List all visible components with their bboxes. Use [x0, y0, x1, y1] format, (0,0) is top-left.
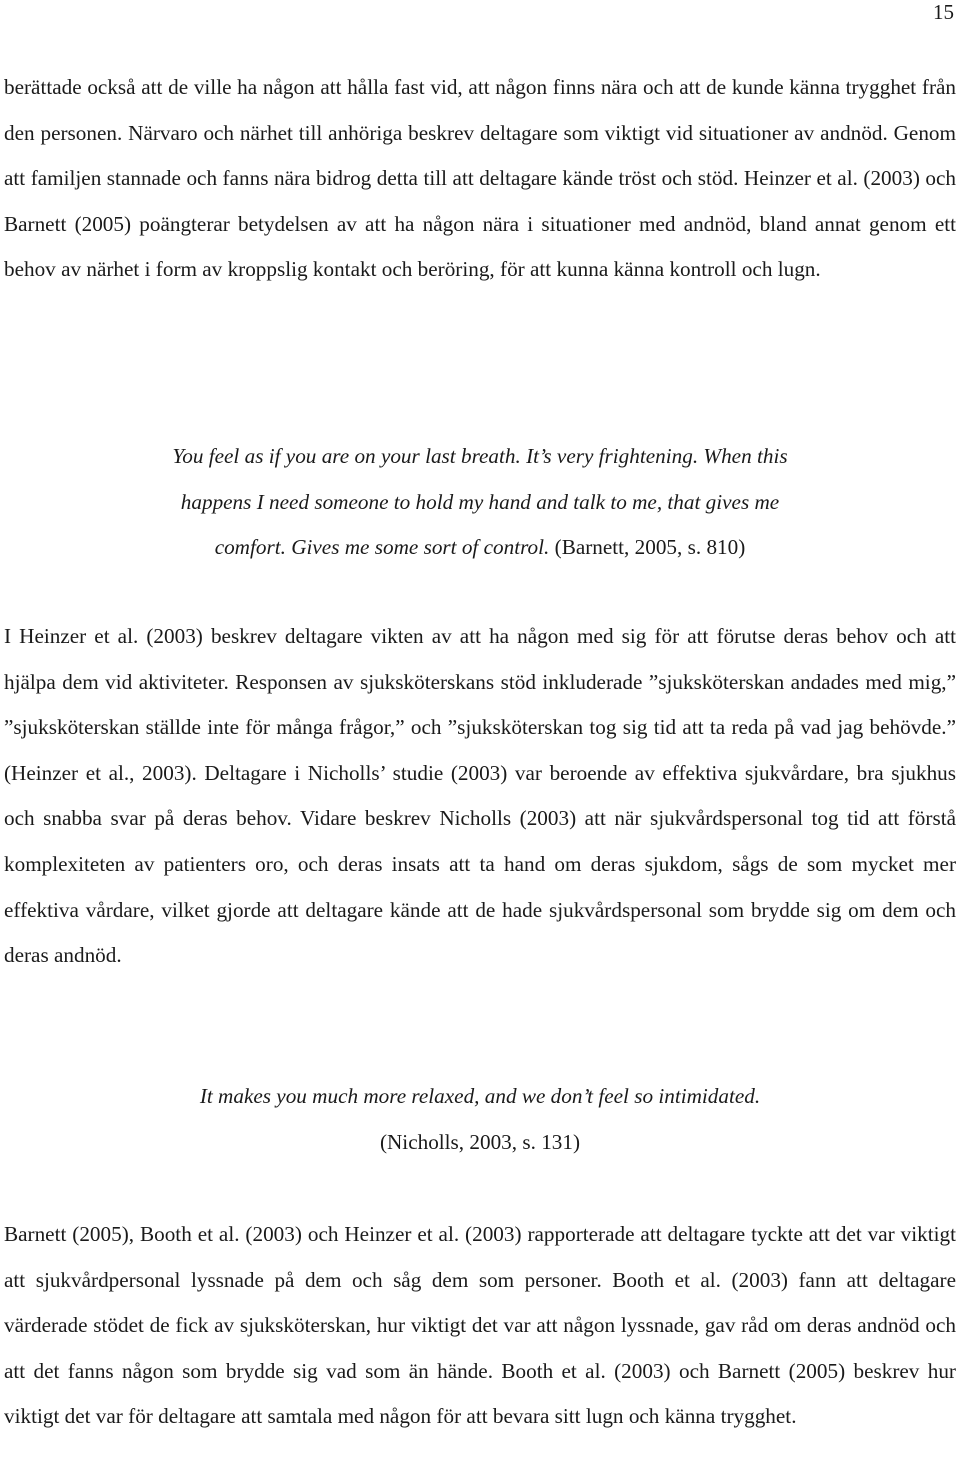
quote-citation: (Nicholls, 2003, s. 131)	[379, 1129, 581, 1154]
quote-line	[60, 1074, 900, 1120]
quote-text: You feel as if you are on your last breath. It’s very frightening. When this	[172, 444, 788, 468]
quote-line	[60, 525, 900, 571]
quote-citation: (Barnett, 2005, s. 810)	[549, 535, 746, 560]
paragraph-3: Barnett (2005), Booth et al. (2003) och Heinzer et al. (2003) rapporterade att deltagare tyckte att det var viktigt att sjukvårdpersonal lyssnade på dem och såg dem som personer. Booth et al. (2003) fann att deltagare värderade stödet de fick av sjuksköterskan, hur viktigt det var att någon lyssnade, gav råd om deras andnöd och att det fanns någon som brydde sig vad som än hände. Booth et al. (2003) och Barnett (2005) beskrev hur viktigt det var för deltagare att samtala med någon för att bevara sitt lugn och känna trygghet.	[4, 1222, 956, 1429]
page-number: 15	[933, 0, 954, 24]
paragraph-2: I Heinzer et al. (2003) beskrev deltagare vikten av att ha någon med sig för att förutse deras behov och att hjälpa dem vid aktiviteter. Responsen av sjuksköterskans stöd inkluderade ”sjuksköterskan andades med mig,” ”sjuksköterskan ställde inte för många frågor,” och ”sjuksköterskan tog sig tid att ta reda på vad jag behövde.” (Heinzer et al., 2003). Deltagare i Nicholls’ studie (2003) var beroende av effektiva sjukvårdare, bra sjukhus och snabba svar på deras behov. Vidare beskrev Nicholls (2003) att när sjukvårdspersonal tog tid att förstå komplexiteten av patienters oro, och deras insats att ta hand om deras sjukdom, sågs de som mycket mer effektiva vårdare, vilket gjorde att deltagare kände att de hade sjukvårdspersonal som brydde sig om dem och deras andnöd.	[4, 624, 956, 968]
paragraph-1: berättade också att de ville ha någon att hålla fast vid, att någon finns nära och att de kunde känna trygghet från den personen. Närvaro och närhet till anhöriga beskrev deltagare som viktigt vid situationer av andnöd. Genom att familjen stannade och fanns nära bidrog detta till att deltagare kände tröst och stöd. Heinzer et al. (2003) och Barnett (2005) poängterar betydelsen av att ha någon nära i situationer med andnöd, bland annat genom ett behov av närhet i form av kroppslig kontakt och beröring, för att kunna känna kontroll och lugn.	[4, 75, 956, 282]
block-quote-barnett	[60, 434, 900, 571]
quote-line	[60, 434, 900, 480]
quote-text: happens I need someone to hold my hand and talk to me, that gives me	[180, 489, 780, 514]
quote-line	[60, 1120, 900, 1166]
quote-text: It makes you much more relaxed, and we don’t feel so intimidated.	[199, 1084, 761, 1108]
block-quote-nicholls	[60, 1074, 900, 1165]
quote-text: comfort. Gives me some sort of control.	[214, 535, 550, 560]
quote-line	[60, 480, 900, 526]
